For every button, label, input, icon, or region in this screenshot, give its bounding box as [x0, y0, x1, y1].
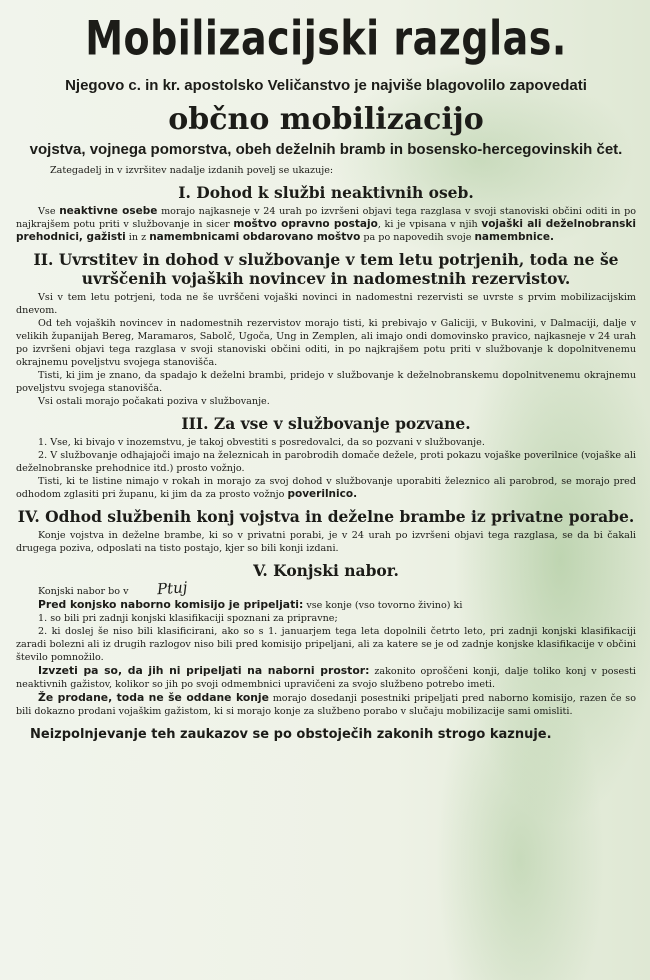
intro-text: Zategadelj in v izvršitev nadalje izdanih povelj se ukazuje:: [50, 165, 334, 176]
section-5-paragraph-2: Pred konjsko naborno komisijo je pripeljati: vse konje (vso tovorno živino) ki: [38, 598, 463, 611]
handwritten-place-name: Ptuj: [155, 578, 188, 599]
final-warning: Neizpolnjevanje teh zaukazov se po obstoječih zakonih strogo kaznuje.: [30, 727, 552, 742]
section-1-paragraph: Vse neaktivne osebe morajo najkasneje v 24 urah po izvršeni objavi tega razglasa v svoji stanoviski občini oditi in po najkrajšem potu priti v službovanje in sicer moštvo opravno postajo, ki je vpisana v njih vojaški ali deželnobranski prehodnici, gažisti in z namembnicami obdarovano moštvo pa po napovedih svoje namembnice.: [16, 205, 637, 243]
section-3-paragraph-1: 1. Vse, ki bivajo v inozemstvu, je takoj obvestiti s posredovalci, da so pozvani v službovanje.: [38, 437, 485, 448]
section-3-heading: III. Za vse v službovanje pozvane.: [181, 414, 471, 433]
section-5-paragraph-6: Že prodane, toda ne še oddane konje morajo dosedanji posestniki pripeljati pred naborno komisijo, razen če so bili dokazno prodani vojaškim gažistom, ki si morajo konje za službeno porabo v slučaju mobilizacije sami omisliti.: [16, 691, 637, 717]
section-3-paragraph-3: Tisti, ki te listine nimajo v rokah in morajo za svoj dohod v službovanje uporabiti železnico ali parobrod, se morajo pred odhodom zglasiti pri županu, ki jim da za prosto vožnjo poverilnico.: [16, 476, 636, 500]
big-heading: občno mobilizacijo: [168, 102, 484, 137]
preamble: Njegovo c. in kr. apostolsko Veličanstvo je najviše blagovolilo zapovedati: [65, 77, 587, 94]
section-2-paragraph-1: Vsi v tem letu potrjeni, toda ne še uvrščeni vojaški novinci in nadomestni rezervisti se uvrste s prvim mobilizacijskim dnevom.: [16, 292, 636, 316]
section-1-heading: I. Dohod k službi neaktivnih oseb.: [178, 183, 474, 202]
section-5-heading: V. Konjski nabor.: [253, 561, 399, 580]
section-5-paragraph-1: Konjski nabor bo v Ptuj: [38, 578, 188, 599]
subtitle: vojstva, vojnega pomorstva, obeh deželnih bramb in bosensko-hercegovinskih čet.: [29, 141, 623, 158]
section-3-paragraph-2: 2. V službovanje odhajajoči imajo na železnicah in parobrodih domače dežele, proti pokazu vojaške poverilnice (vojaške ali deželnobranske prehodnice itd.) prosto vožnjo.: [16, 450, 636, 474]
poster-title: Mobilizacijski razglas.: [85, 10, 567, 66]
section-5-paragraph-3: 1. so bili pri zadnji konjski klasifikaciji spoznani za pripravne;: [38, 613, 338, 624]
section-4-heading: IV. Odhod službenih konj vojstva in deželne brambe iz privatne porabe.: [17, 507, 635, 526]
section-2-paragraph-2: Od teh vojaških novincev in nadomestnih rezervistov morajo tisti, ki prebivajo v Galiciji, v Bukovini, v Dalmaciji, dalje v velikih županijah Bereg, Maramaros, Sabolč, Ugoča, Ung in Zemplen, ali imajo ondi domovinsko pravico, najkasneje v 24 urah po izvršeni objavi tega razglasa v svoji stanoviski občini oditi, in po najkrajšem potu priti v službovanje k dopolnitvenemu okrajnemu poveljstvu svojega stanovišča.: [16, 318, 636, 368]
section-2-paragraph-3: Tisti, ki jim je znano, da spadajo k deželni brambi, pridejo v službovanje k deželnobranskemu dopolnitvenemu okrajnemu poveljstvu svojega stanovišča.: [16, 370, 636, 394]
section-2-paragraph-4: Vsi ostali morajo počakati poziva v službovanje.: [38, 396, 270, 407]
section-5-paragraph-5: Izvzeti pa so, da jih ni pripeljati na naborni prostor: zakonito oproščeni konji, dalje toliko konj v posesti neaktivnih gažistov, kolikor so jih po svoji odmembnici upravičeni za svojo službeno potrebo imeti.: [16, 664, 636, 690]
section-2-heading: II. Uvrstitev in dohod v službovanje v tem letu potrjenih, toda ne še uvrščenih vojaških novincev in nadomestnih rezervistov.: [33, 250, 619, 288]
section-4-paragraph-1: Konje vojstva in deželne brambe, ki so v privatni porabi, je v 24 urah po izvršeni objavi tega razglasa, se da bi čakali drugega poziva, odposlati na tisto postajo, kjer so bili konji izdani.: [16, 530, 636, 554]
section-5-paragraph-4: 2. ki dosleј še niso bili klasificirani, ako so s 1. januarjem tega leta dopolnili četrto leto, pri zadnji konjski klasifikaciji zaradi bolezni ali iz drugih razlogov niso bili pred komisijo pripeljani, ali za katere se je od zadnje konjske klasifikacije v občini število pomnožilo.: [16, 626, 636, 663]
